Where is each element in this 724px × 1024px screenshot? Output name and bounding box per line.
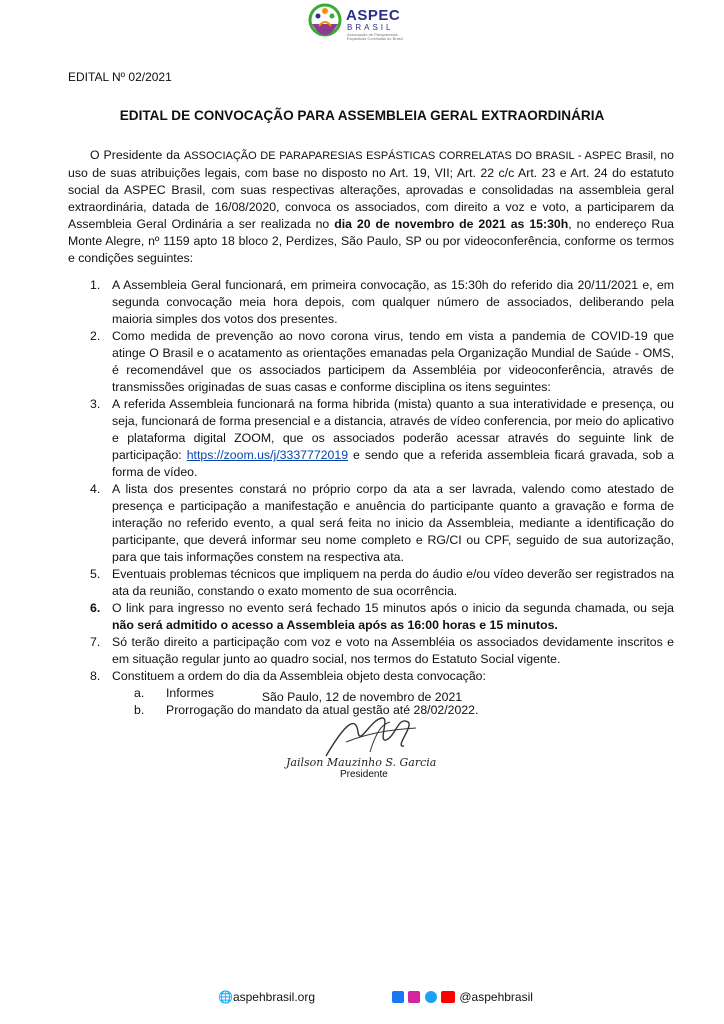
list-item — [68, 634, 674, 668]
website-text[interactable]: aspehbrasil.org — [232, 990, 316, 1004]
intro-paragraph — [68, 147, 674, 267]
aspec-logo — [306, 2, 424, 52]
agenda-item-text: Prorrogação do mandato da atual gestão até 28/02/2022. — [166, 703, 479, 717]
agenda-item-letter: a. — [134, 686, 145, 700]
item-text: A referida Assembleia funcionará na forma hibrida (mista) quanto a sua interatividade e presença, ou seja, funcionará de forma presencial e a distancia, através de vídeo conferencia, por meio do aplicativo e plataforma digital ZOOM, que os associados poderão acessar através do seguinte link de participação: — [112, 397, 674, 462]
list-item — [68, 600, 674, 634]
intro-text-3: , no endereço Rua Monte Alegre, nº 1159 apto 18 bloco 2, Perdizes, São Paulo, SP ou por videoconferência, conforme os termos e condições seguintes: — [68, 217, 674, 265]
list-item — [68, 277, 674, 328]
logo-name: ASPEC — [346, 7, 401, 24]
item-bold-text: não será admitido o acesso a Assembleia após as 16:00 horas e 15 minutos. — [112, 618, 558, 632]
item-text: A Assembleia Geral funcionará, em primeira convocação, as 15:30h do referido dia 20/11/2021 e, em segunda convocação meia hora depois, com qualquer número de associados, deliberando pela maioria simples dos votos dos presentes. — [112, 278, 674, 326]
item-text: Constituem a ordem do dia da Assembleia objeto desta convocação: — [112, 669, 486, 683]
list-item — [68, 328, 674, 396]
item-text: e sendo que a referida assembleia ficará gravada, sob a forma de vídeo. — [112, 448, 674, 479]
youtube-icon[interactable] — [441, 991, 455, 1003]
item-text: A lista dos presentes constará no próprio corpo da ata a ser lavrada, valendo como atestado de presença e participação a manifestação e anuência do participante quanto a gravação e forma de interação no referido evento, a qual será feita no inicio da Assembleia, mediante a identificação do participante, que deverá informar seu nome completo e RG/CI ou CPF, seguido de sua autorização, para que tais informações constem na respectiva ata. — [112, 482, 674, 564]
agenda-item-letter: b. — [134, 703, 145, 717]
terms-list — [68, 277, 674, 719]
item-number: 7. — [90, 635, 101, 649]
list-item — [68, 481, 674, 566]
zoom-link[interactable]: https://zoom.us/j/3337772019 — [186, 448, 349, 462]
logo-tagline: Associação de Paraparesias Espásticas Correlatas do Brasil — [347, 32, 403, 41]
intro-text-2: , no uso de suas atribuições legais, com base no disposto no Art. 19, VII; Art. 22 c/c Art. 23 e Art. 24 do estatuto social da ASPEC Brasil, com suas respectivas alterações, aprovadas e consolidadas na assembleia geral extraordinária, datada de 16/08/2020, convoca os associados, com direito a voz e voto, a participarem da Assembleia Geral Ordinária a ser realizada no — [68, 148, 675, 231]
logo-subtitle: BRASIL — [347, 23, 394, 32]
list-item — [68, 566, 674, 600]
item-text: Só terão direito a participação com voz e voto na Assembléia os associados devidamente inscritos e em situação regular junto ao quadro social, nos termos do Estatuto Social vigente. — [112, 635, 674, 666]
item-text: Eventuais problemas técnicos que impliquem na perda do áudio e/ou vídeo deverão ser registrados na ata da reunião, constando o exato momento de sua ocorrência. — [112, 567, 674, 598]
item-text: Como medida de prevenção ao novo corona virus, tendo em vista a pandemia de COVID-19 que atinge O Brasil e o acatamento as orientações emanadas pela Organização Mundial de Saúde - OMS, é recomendável que os associados participem da Assembléia por videoconferência, através de transmissões originadas de suas casas e conforme disciplina os itens seguintes: — [112, 329, 674, 394]
signature-block — [286, 712, 456, 782]
agenda-item-text: Informes — [166, 686, 214, 700]
item-number: 6. — [90, 601, 101, 615]
signature-name: Jailson Mauzinho S. Garcia — [286, 756, 437, 769]
edital-number: EDITAL Nº 02/2021 — [68, 70, 172, 84]
meeting-date: dia 20 de novembro de 2021 as 15:30h — [334, 217, 569, 231]
place-and-date: São Paulo, 12 de novembro de 2021 — [261, 690, 463, 704]
item-number: 8. — [90, 669, 101, 683]
signature-scribble — [286, 712, 456, 762]
intro-text-1: O Presidente da — [90, 148, 184, 162]
twitter-icon[interactable] — [425, 991, 437, 1003]
item-number: 1. — [90, 278, 101, 292]
document-title: EDITAL DE CONVOCAÇÃO PARA ASSEMBLEIA GERAL EXTRAORDINÁRIA — [119, 108, 605, 123]
list-item — [68, 396, 674, 481]
social-handle[interactable]: @aspehbrasil — [459, 990, 533, 1004]
footer-website — [218, 990, 315, 1004]
globe-icon: 🌐 — [218, 990, 233, 1004]
association-name: ASSOCIAÇÃO DE PARAPARESIAS ESPÁSTICAS CORRELATAS DO BRASIL - ASPEC Brasil — [183, 150, 653, 162]
item-number: 2. — [90, 329, 101, 343]
facebook-icon[interactable] — [392, 991, 404, 1003]
item-number: 3. — [90, 397, 101, 411]
item-number: 5. — [90, 567, 101, 581]
instagram-icon[interactable] — [408, 991, 420, 1003]
item-number: 4. — [90, 482, 101, 496]
aspec-logo-icon — [306, 2, 344, 44]
footer-social — [392, 990, 533, 1004]
item-text: O link para ingresso no evento será fechado 15 minutos após o inicio da segunda chamada, ou seja — [112, 601, 674, 615]
signature-role: Presidente — [340, 769, 388, 780]
